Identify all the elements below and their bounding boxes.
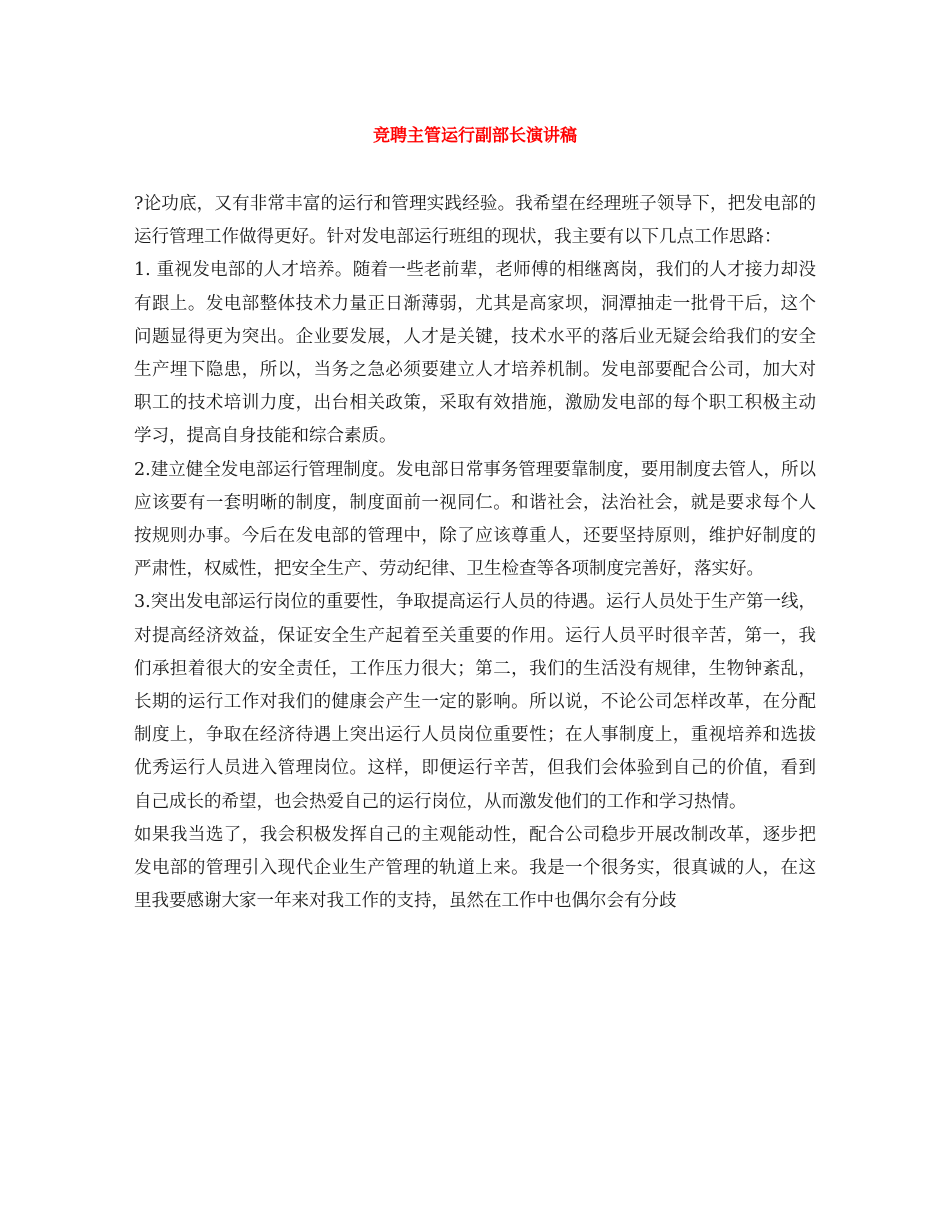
paragraph-point-3: 3.突出发电部运行岗位的重要性，争取提高运行人员的待遇。运行人员处于生产第一线，对提高经济效益，保证安全生产起着至关重要的作用。运行人员平时很辛苦，第一，我们承担着很大的安全责任，工作压力很大；第二，我们的生活没有规律，生物钟紊乱，长期的运行工作对我们的健康会产生一定的影响。所以说，不论公司怎样改革，在分配制度上，争取在经济待遇上突出运行人员岗位重要性；在人事制度上，重视培养和选拔优秀运行人员进入管理岗位。这样，即便运行辛苦，但我们会体验到自己的价值，看到自己成长的希望，也会热爱自己的运行岗位，从而激发他们的工作和学习热情。 <box>134 592 816 812</box>
document-title: 竞聘主管运行副部长演讲稿 <box>373 126 577 146</box>
paragraph-point-2: 2.建立健全发电部运行管理制度。发电部日常事务管理要靠制度，要用制度去管人，所以应该要有一套明晰的制度，制度面前一视同仁。和谐社会，法治社会，就是要求每个人按规则办事。今后在发电部的管理中，除了应该尊重人，还要坚持原则，维护好制度的严肃性，权威性，把安全生产、劳动纪律、卫生检查等各项制度完善好，落实好。 <box>134 459 816 580</box>
paragraph-intro: ?论功底，又有非常丰富的运行和管理实践经验。我希望在经理班子领导下，把发电部的运行管理工作做得更好。针对发电部运行班组的现状，我主要有以下几点工作思路： <box>134 194 816 248</box>
paragraph-closing: 如果我当选了，我会积极发挥自己的主观能动性，配合公司稳步开展改制改革，逐步把发电部的管理引入现代企业生产管理的轨道上来。我是一个很务实，很真诚的人，在这里我要感谢大家一年来对我工作的支持，虽然在工作中也偶尔会有分歧 <box>134 824 816 912</box>
paragraph-point-1: 1. 重视发电部的人才培养。随着一些老前辈，老师傅的相继离岗，我们的人才接力却没有跟上。发电部整体技术力量正日渐薄弱，尤其是高家坝，洞潭抽走一批骨干后，这个问题显得更为突出。企业要发展，人才是关键，技术水平的落后业无疑会给我们的安全生产埋下隐患，所以，当务之急必须要建立人才培养机制。发电部要配合公司，加大对职工的技术培训力度，出台相关政策，采取有效措施，激励发电部的每个职工积极主动学习，提高自身技能和综合素质。 <box>134 260 816 447</box>
document-body <box>134 188 816 918</box>
